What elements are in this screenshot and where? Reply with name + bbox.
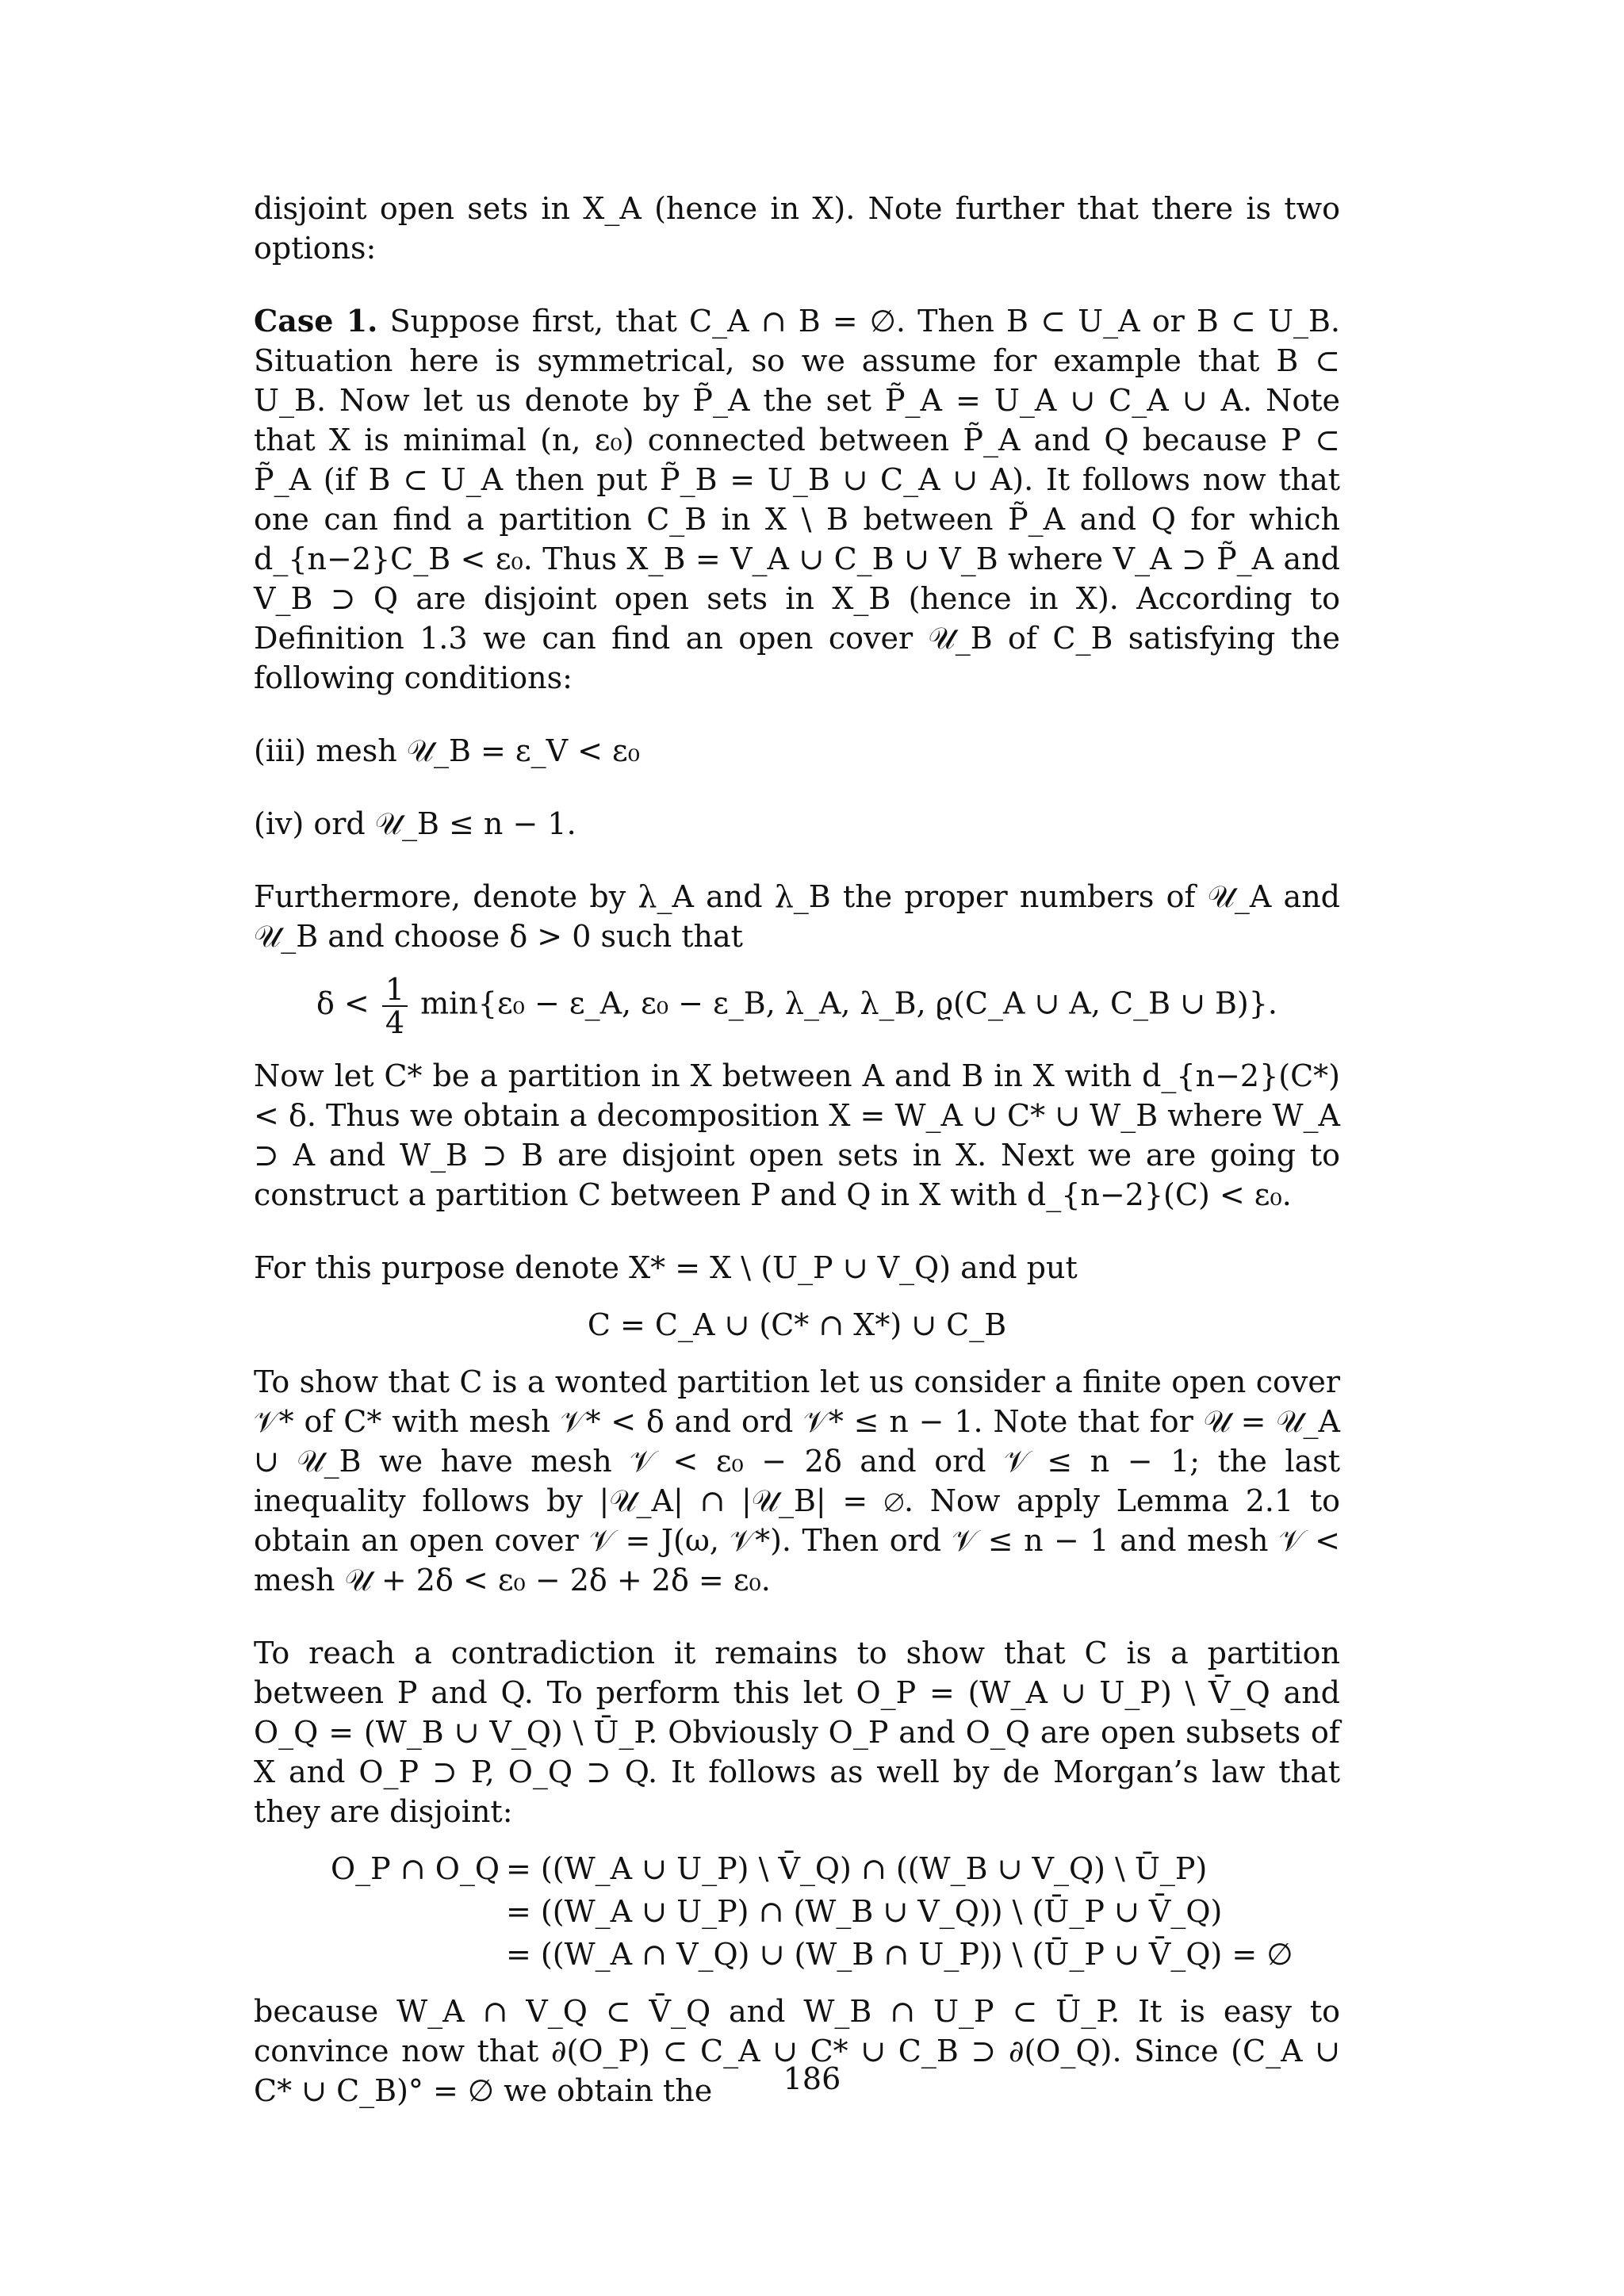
equation-row (316, 1847, 1340, 1890)
paragraph: To show that C is a wonted partition let us consider a finite open cover 𝒱* of C* with mesh 𝒱* < δ and ord 𝒱* ≤ n − 1. Note that for 𝒰 = 𝒰_A ∪ 𝒰_B we have mesh 𝒱 < ε₀ − 2δ and ord 𝒱 ≤ n − 1; the last inequality follows by |𝒰_A| ∩ |𝒰_B| = ∅. Now apply Lemma 2.1 to obtain an open cover 𝒱 = J(ω, 𝒱*). Then ord 𝒱 ≤ n − 1 and mesh 𝒱 < mesh 𝒰 + 2δ < ε₀ − 2δ + 2δ = ε₀. (254, 1364, 1340, 1598)
fraction-numerator: 1 (382, 974, 408, 1007)
equation-lhs: δ < (316, 985, 370, 1021)
equation-rhs: min{ε₀ − ε_A, ε₀ − ε_B, λ_A, λ_B, ϱ(C_A ∪ A, C_B ∪ B)}. (420, 985, 1278, 1021)
equation-lhs: O_P ∩ O_Q (330, 1851, 500, 1886)
paragraph: disjoint open sets in X_A (hence in X). Note further that there is two options: (254, 191, 1340, 266)
case-label: Case 1. (254, 303, 378, 339)
paragraph-text: Suppose first, that C_A ∩ B = ∅. Then B ⊂ U_A or B ⊂ U_B. Situation here is symmetrical, so we assume for example that B ⊂ U_B. Now let us denote by P̃_A the set P̃_A = U_A ∪ C_A ∪ A. Note that X is minimal (n, ε₀) connected between P̃_A and Q because P ⊂ P̃_A (if B ⊂ U_A then put P̃_B = U_B ∪ C_A ∪ A). It follows now that one can find a partition C_B in X \ B between P̃_A and Q for which d_{n−2}C_B < ε₀. Thus X_B = V_A ∪ C_B ∪ V_B where V_A ⊃ P̃_A and V_B ⊃ Q are disjoint open sets in X_B (hence in X). According to Definition 1.3 we can find an open cover 𝒰_B of C_B satisfying the following conditions: (254, 304, 1340, 695)
paragraph: Furthermore, denote by λ_A and λ_B the proper numbers of 𝒰_A and 𝒰_B and choose δ > 0 such that (254, 879, 1340, 954)
equation-rhs: = ((W_A ∪ U_P) \ V̄_Q) ∩ ((W_B ∪ V_Q) \ Ū_P) (506, 1851, 1208, 1886)
equation-rhs: = ((W_A ∩ V_Q) ∪ (W_B ∩ U_P)) \ (Ū_P ∪ V̄_Q) = ∅ (506, 1937, 1293, 1972)
equation-delta (254, 974, 1340, 1039)
fraction (382, 974, 408, 1039)
equation-row (316, 1890, 1340, 1933)
paragraph-case-1 (254, 301, 1340, 698)
page-number: 186 (783, 2061, 841, 2096)
equation-row (316, 1933, 1340, 1976)
list-item: (iv) ord 𝒰_B ≤ n − 1. (254, 806, 576, 841)
paragraph: because W_A ∩ V_Q ⊂ V̄_Q and W_B ∩ U_P ⊂ Ū_P. It is easy to convince now that ∂(O_P) ⊂ C_A ∪ C* ∪ C_B ⊃ ∂(O_Q). Since (C_A ∪ C* ∪ C_B)° = ∅ we obtain the (254, 1994, 1340, 2108)
aligned-equation (254, 1847, 1340, 1976)
page-body (254, 189, 1340, 2110)
paragraph: Now let C* be a partition in X between A and B in X with d_{n−2}(C*) < δ. Thus we obtain a decomposition X = W_A ∪ C* ∪ W_B where W_A ⊃ A and W_B ⊃ B are disjoint open sets in X. Next we are going to construct a partition C between P and Q in X with d_{n−2}(C) < ε₀. (254, 1058, 1340, 1212)
list-item: (iii) mesh 𝒰_B = ε_V < ε₀ (254, 733, 640, 768)
paragraph: For this purpose denote X* = X \ (U_P ∪ V_Q) and put (254, 1250, 1078, 1285)
equation-c: C = C_A ∪ (C* ∩ X*) ∪ C_B (587, 1307, 1007, 1342)
fraction-denominator: 4 (385, 1005, 405, 1040)
equation-rhs: = ((W_A ∪ U_P) ∩ (W_B ∪ V_Q)) \ (Ū_P ∪ V̄_Q) (506, 1894, 1223, 1929)
paragraph: To reach a contradiction it remains to show that C is a partition between P and Q. To perform this let O_P = (W_A ∪ U_P) \ V̄_Q and O_Q = (W_B ∪ V_Q) \ Ū_P. Obviously O_P and O_Q are open subsets of X and O_P ⊃ P, O_Q ⊃ Q. It follows as well by de Morgan’s law that they are disjoint: (254, 1636, 1340, 1829)
